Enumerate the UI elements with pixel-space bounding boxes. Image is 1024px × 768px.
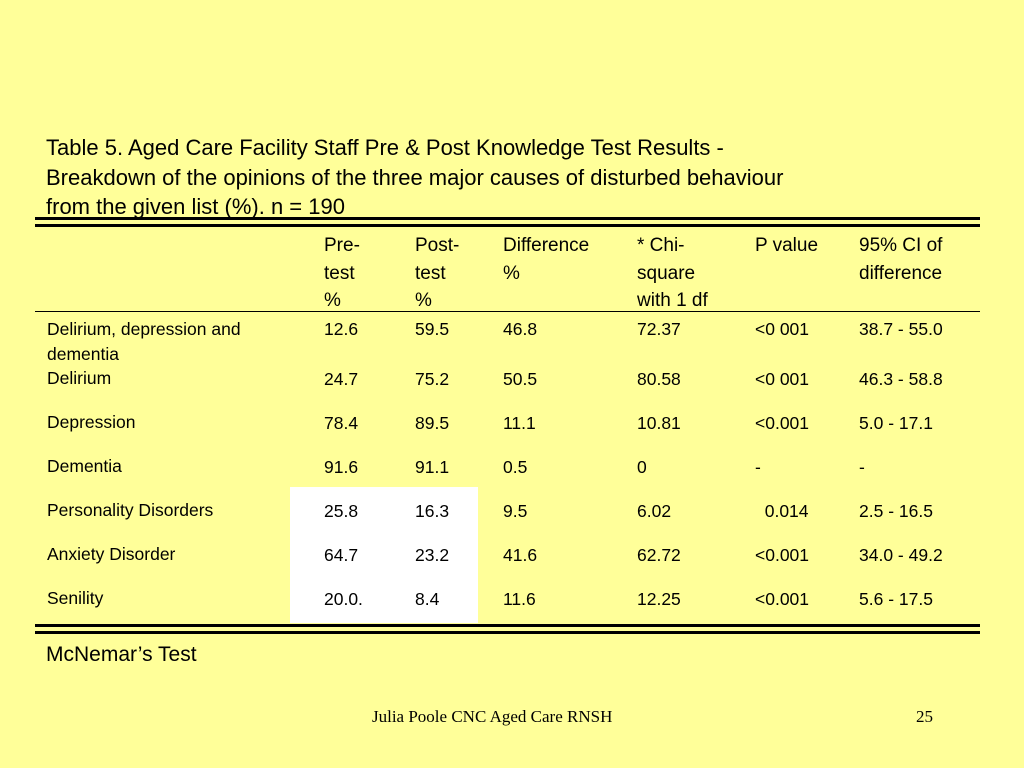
row-label: Personality Disorders [47,500,214,520]
cell-post: 89.5 [415,413,450,433]
slide-title [46,133,946,222]
cell-post: 23.2 [415,545,450,565]
cell-p-value: <0.001 [755,545,810,565]
header-p-value: P value [755,235,819,256]
header-chi-square: * Chi- square with 1 df [637,235,708,311]
row-label: Anxiety Disorder [47,544,176,564]
cell-difference: 9.5 [503,501,528,521]
highlight-block [290,487,478,623]
cell-chi-square: 0 [637,457,647,477]
cell-ci: 34.0 - 49.2 [859,545,943,565]
cell-difference: 41.6 [503,545,538,565]
cell-pre: 25.8 [324,501,359,521]
cell-difference: 50.5 [503,369,538,389]
cell-chi-square: 12.25 [637,589,681,609]
cell-pre: 91.6 [324,457,359,477]
row-label: Delirium, depression and dementia [47,319,241,364]
title-line: Table 5. Aged Care Facility Staff Pre & Post Knowledge Test Results - [46,135,724,160]
cell-chi-square: 72.37 [637,319,681,339]
cell-pre: 78.4 [324,413,359,433]
table-footnote: McNemar’s Test [46,643,197,666]
page-number: 25 [916,707,933,726]
cell-difference: 11.6 [503,589,536,609]
cell-difference: 0.5 [503,457,528,477]
cell-post: 59.5 [415,319,450,339]
table-top-rule [35,217,980,227]
cell-difference: 11.1 [503,413,536,433]
cell-ci: 5.6 - 17.5 [859,589,933,609]
cell-chi-square: 10.81 [637,413,681,433]
row-label: Depression [47,412,136,432]
header-rule [35,311,980,312]
table-bottom-rule [35,624,980,634]
cell-p-value: <0.001 [755,589,810,609]
cell-chi-square: 80.58 [637,369,681,389]
header-difference: Difference % [503,235,590,284]
cell-post: 8.4 [415,589,440,609]
cell-ci: - [859,457,865,477]
cell-chi-square: 62.72 [637,545,681,565]
row-label: Dementia [47,456,122,476]
cell-pre: 24.7 [324,369,359,389]
cell-p-value: - [755,457,761,477]
cell-pre: 12.6 [324,319,359,339]
title-line: from the given list (%). n = 190 [46,194,345,219]
cell-ci: 46.3 - 58.8 [859,369,943,389]
cell-chi-square: 6.02 [637,501,672,521]
cell-ci: 2.5 - 16.5 [859,501,933,521]
row-label: Senility [47,588,104,608]
cell-pre: 64.7 [324,545,359,565]
header-pre-test: Pre- test % [324,235,360,311]
cell-p-value: 0.014 [755,501,809,521]
cell-p-value: <0 001 [755,319,810,339]
footer-author: Julia Poole CNC Aged Care RNSH [372,707,613,726]
cell-p-value: <0.001 [755,413,810,433]
header-post-test: Post- test % [415,235,460,311]
cell-post: 91.1 [415,457,450,477]
cell-difference: 46.8 [503,319,538,339]
row-label: Delirium [47,368,112,388]
cell-post: 75.2 [415,369,450,389]
title-line: Breakdown of the opinions of the three major causes of disturbed behaviour [46,164,784,190]
cell-p-value: <0 001 [755,369,810,389]
cell-post: 16.3 [415,501,450,521]
header-ci: 95% CI of difference [859,235,943,284]
cell-ci: 5.0 - 17.1 [859,413,933,433]
cell-ci: 38.7 - 55.0 [859,319,943,339]
cell-pre: 20.0. [324,589,363,609]
